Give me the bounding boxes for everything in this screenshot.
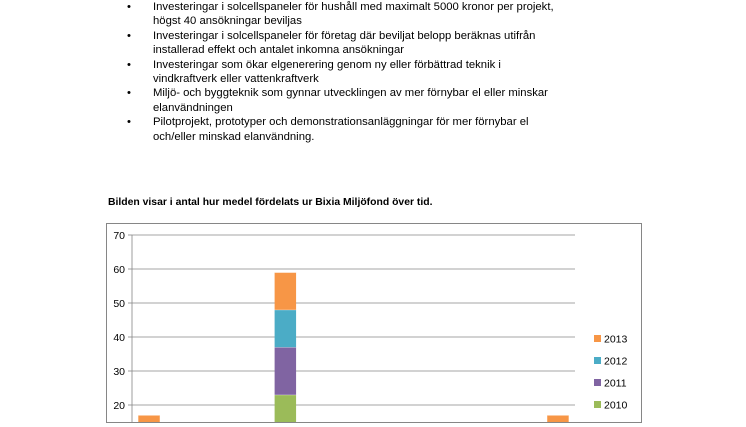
bullet-icon: • (127, 116, 131, 129)
y-tick-label: 40 (113, 332, 125, 344)
legend-label: 2010 (604, 399, 628, 412)
bullet-text-line: högst 40 ansökningar beviljas (153, 15, 302, 28)
bullet-text-line: elanvändningen (153, 101, 233, 114)
bar-segment (275, 272, 296, 309)
legend-label: 2012 (604, 355, 628, 368)
bullet-list (127, 0, 647, 144)
bullet-text-line: och/eller minskad elanvändning. (153, 130, 315, 143)
y-tick-label: 70 (113, 230, 125, 242)
bullet-item (127, 29, 647, 58)
legend-swatch (594, 401, 601, 408)
bar-segment (275, 310, 296, 347)
bullet-icon: • (127, 1, 131, 13)
bar-segment (275, 347, 296, 395)
bullet-text-line: installerad effekt och antalet inkomna ansökningar (153, 44, 404, 57)
chart-heading: Bilden visar i antal hur medel fördelats ur Bixia Miljöfond över tid. (108, 197, 433, 208)
bullet-text-line: vindkraftverk eller vattenkraftverk (153, 73, 319, 86)
bullet-icon: • (127, 87, 131, 100)
bullet-text-line: Miljö- och byggteknik som gynnar utvecklingen av mer förnybar el eller minskar (153, 87, 548, 100)
bullet-item (127, 115, 647, 144)
bar-segment (275, 395, 296, 422)
legend-swatch (594, 379, 601, 386)
bullet-item (127, 86, 647, 115)
chart-frame (106, 223, 642, 423)
y-tick-label: 60 (113, 264, 125, 276)
bullet-text-line: Investeringar som ökar elgenerering genom ny eller förbättrad teknik i (153, 58, 501, 71)
legend-label: 2011 (604, 377, 627, 390)
legend-swatch (594, 335, 601, 342)
bullet-item (127, 58, 647, 87)
stacked-bar-chart (107, 224, 641, 422)
y-tick-label: 30 (113, 366, 125, 378)
legend-swatch (594, 357, 601, 364)
bullet-icon: • (127, 58, 131, 71)
bullet-text-line: Pilotprojekt, prototyper och demonstrationsanläggningar för mer förnybar el (153, 116, 529, 129)
y-tick-label: 20 (113, 400, 125, 412)
legend-label: 2013 (604, 333, 628, 346)
bullet-text-line: Investeringar i solcellspaneler för företag där beviljat belopp beräknas utifrån (153, 29, 536, 42)
bullet-icon: • (127, 29, 131, 42)
bullet-text-line: Investeringar i solcellspaneler för hushåll med maximalt 5000 kronor per projekt, (153, 1, 554, 13)
bullet-item (127, 0, 647, 29)
y-tick-label: 50 (113, 298, 125, 310)
